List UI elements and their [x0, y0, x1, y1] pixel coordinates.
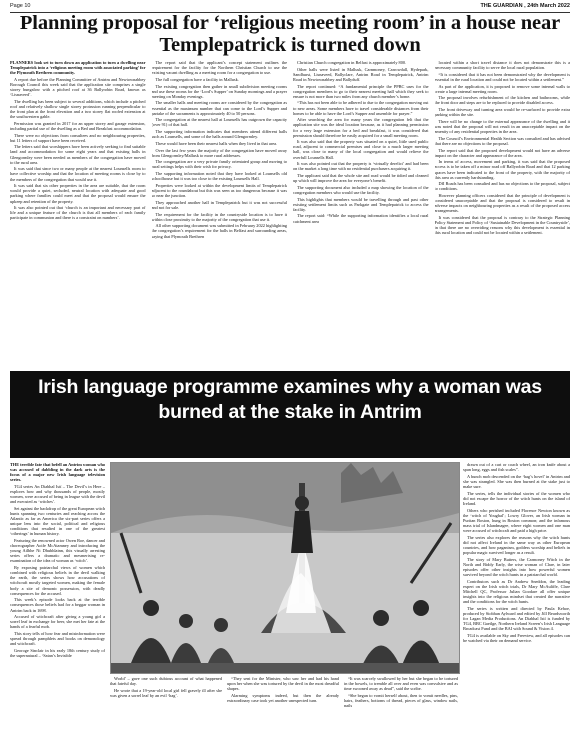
paragraph: The report said: “While the supporting information identifies a local rural catchment area	[293, 213, 429, 224]
feature-column-2	[110, 676, 222, 734]
paragraph: They approached another hall in Templepatrick but it was not successful and not for sale.	[151, 199, 287, 210]
paragraph: The report continued: “A fundamental principle the PPBC uses for the congregation members to go to their nearest meeting hall which they seek to ensure is not more than two miles from any church member’s home.	[293, 83, 429, 99]
paragraph: Georoge Sinclair in his early 18th century study of the supernatural – ‘Satan’s Invisible	[10, 647, 105, 659]
paragraph: The report said that the proposed development would not have an adverse impact on the character and appearance of the area.	[434, 147, 570, 158]
paragraph: The series is written and directed by Paula Kehoe, produced by Siobhan Aylward and edited by Jill Beardsworth for Lagan Media Productions. An Diabhal Istí is funded by TG4, BBC Gaeilge, Northern Ireland Screen’s Irish Language Broadcast Fund and the BAI with Sound & Vision 4.	[463, 605, 570, 631]
top-story-body	[10, 60, 570, 365]
paragraph: “She began to vomit herself about, then to vomit needles, pins, hairs, feathers, bottoms of thread, pieces of glass, window nails, nails	[344, 692, 458, 709]
paragraph: World’ – gave one such dubious account of what happened that fateful day.	[110, 676, 222, 687]
feature-body	[10, 462, 570, 734]
paragraph: located within a short travel distance it does not demonstrate this is a necessary community facility to serve the local rural population.	[434, 60, 570, 71]
paragraph: Set against the backdrop of the great European witch hunts spanning two centuries and reaching across the Atlantic as far as America the six-part series offers a unique lens into the social, political and religious conditions that resulted in one of the greatest ‘otherings’ in human history.	[10, 505, 105, 537]
paragraph: drawn out of a cart or coach wheel, an iron knife about a span long, eggs and fish scales”.	[463, 462, 570, 473]
feature-illustration	[110, 462, 460, 674]
paragraph: Others who perished included Florence Newton known as the ‘witch of Youghal’; Lowry Glover, an Irish woman in Puritan Boston, hung in Boston common; and the infamous mass trial of Islandmagee, where eight women and one man were accused of witchcraft and paid a high price.	[463, 507, 570, 533]
feature-column-5	[463, 462, 570, 734]
paragraph: Alarming symptoms indeed, but then the already extraordinary case took yet another unexpected turn.	[227, 692, 339, 703]
witch-burning-engraving	[111, 463, 459, 673]
paragraph: Christian Church congregation in Belfast is approximately 800.	[297, 60, 407, 65]
feature-column-4	[344, 676, 458, 734]
paragraph: It was considered that the proposal is contrary to the Strategic Planning Policy Statement and Policy of ‘Sustainable Development in the Countryside’, in that there are no overriding reasons why this development is essential in this rural location and could not be located within a settlement.	[434, 215, 570, 236]
paragraph: The smaller halls and meeting rooms are considered by the congregation as essential as the maximum number that can come to the Lord’s Supper and partake of the sacraments is approximately 40 to 50 persons.	[151, 100, 287, 116]
paragraph: Properties were looked at within the development limits of Templepatrick adjacent to the roundabout but this was seen as too dangerous because it was so near the junction.	[151, 182, 287, 199]
paragraph: The letters said that worshippers have been actively seeking to find suitable land and accommodation for some eight years and that existing halls in Glengormley were been needed as members of the congregation have moved to the rural area.	[10, 144, 146, 165]
paragraph: Other halls were listed in Mallusk, Carnmoney, Carrowdall, Hydepark, Sandhurst, Lisnaveed, Ballyclare, Antrim Road in Templepatrick, Antrim Road in Newtownabbey and Ballyduff.	[293, 66, 429, 82]
paragraph: The congregation at the nearest hall at Lounsells has outgrown the capacity (over 91) of that hall.	[151, 117, 287, 128]
feature-lead: THE terrible fate that befell an Antrim woman who was accused of dabbling in the dark arts is the focus of a major new Irish language television series.	[10, 462, 105, 483]
top-story-column-2	[152, 60, 288, 365]
paragraph: It was said that six other properties in the area are suitable, that the room would provide a quiet, secluded, neutral location with adequate and good parking where families could meet and that the proposal would ensure the upkeep and retention of the property.	[10, 183, 146, 204]
paragraph: However planning officers considered that the principle of development is considered unacceptable and that the proposal is considered to result in adverse impacts on neighbouring properties as a result of the proposed access arrangements.	[434, 193, 570, 214]
paragraph: The supporting information indicates that members attend different halls such as Lounsells, and some of the halls around Glengormley.	[151, 129, 287, 140]
paragraph: The proposal involves refurbishment of the kitchen and bathrooms, while the front door and steps are to be replaced to provide disabled access.	[434, 95, 570, 106]
paragraph: As part of the application, it is proposed to remove some internal walls to create a large internal meeting room.	[434, 83, 570, 94]
paragraph: The Council’s Environmental Health Section was consulted and has advised that there are no objections to the proposal.	[434, 135, 570, 146]
paragraph: After searching the area for many years the congregation felt that the application site was the ideal location because, as it had planning permission for a very large extension for a bed and breakfast, it was considered that permission should therefore be easily acquired for a small meeting room.	[293, 117, 429, 138]
paragraph: All other supporting document was submitted in February 2022 highlighting the congregation’s requirement for the halls in Belfast and surrounding areas, saying that Plymouth Brethren	[151, 223, 287, 239]
paragraph: The requirement for the facility in the countryside location is to have it within close proximity to the majority of the congregation that use it.	[151, 211, 287, 222]
paragraph: TG4 series An Diabhal Istí – The Devil’s in Here – explores how and why thousands of people, mostly women, were accused of being in league with the devil and executed as ‘witches’.	[10, 483, 105, 505]
top-story-column-1	[10, 60, 146, 365]
paragraph: Accused of witchcraft after giving a young girl a sorrel leaf in exchange for beer, she met her fate at the hands of a fearful mob.	[10, 614, 105, 630]
paragraph: Over the last few years the majority of the congregation have moved away from Glengormley/Mallusk to more rural addresses.	[151, 147, 287, 158]
paragraph: “It was scarcely swallowed by her but she began to be tortured in the bowels, to tremble all over and even was convulsive and as time swooned away as dead”, said the scribe.	[344, 676, 458, 692]
paragraph: By exposing patriarchal views of women which combined with religious beliefs in the devil walking the earth, the series shows how accusations of witchcraft mostly targeted women, making the female body a site of demonic possession, with deadly consequences for the accused.	[10, 565, 105, 596]
paragraph: The applicant said that the whole site and road would be tidied and cleaned up which will improve the area for everyone’s benefit.	[293, 173, 429, 184]
paragraph: A report due before the Planning Committee of Antrim and Newtownabbey Borough Council this week said that the application site comprises a single storey bungalow with a pitched roof at 36 Ballyrobin Road, known as ‘Lisnaveed’.	[10, 76, 146, 98]
paragraph: The series, tells the individual stories of the women who did not escape the horror of the witch hunts on the island of Ireland.	[463, 490, 570, 506]
paragraph: The story of Mary Butters, the Carmoney Witch in the North and Biddy Early, the wise woman of Clare, in later episodes offer other insights into how powerful women survived beyond the witch hunts in a patriarchal world.	[463, 556, 570, 577]
paragraph: In terms of access, movement and parking, it was said that the proposed access is to be taken off a minor road off Ballyrobin Road and that 12 parking spaces have been indicated to the front of the property, with the majority of this area as currently hardstanding.	[434, 159, 570, 180]
paragraph: The dwelling has been subject to several additions, which include a pitched roof and relatively shallow single storey protrusion running perpendicular to the front plan at the front elevation and a two storey flat roofed extension at the southwestern gable.	[10, 98, 146, 120]
paragraph: It was also pointed out that the property is ‘virtually derelict’ and had been on the market a long time with no residential purchasers acquiring it.	[293, 161, 429, 172]
paper-dateline: THE GUARDIAN , 24th March 2022	[480, 3, 570, 9]
top-story-lead: PLANNERS look set to turn down an application to turn a dwelling near Templepatrick into a ‘religious meeting room with associated parking’ for the Plymouth Brethren community.	[10, 60, 146, 76]
paragraph: This highlights that members would be travelling through and past other existing settlement limits such as Parkgate and Templepatrick to access the facility.	[293, 196, 429, 212]
paragraph: TG4 is available on Sky and Freeview, and all episodes can be watched via their on demand service.	[463, 632, 570, 643]
paragraph: “They sent for the Minister, who saw her and had his hand upon her when she was tortured by the devil in the most dreadful shapes.	[227, 676, 339, 692]
paragraph: The front driveway and turning area would be re-surfaced to provide extra parking within the site.	[434, 107, 570, 118]
paragraph: Featuring the renowned actor Owen Roe, dancer and choreographer Aoife McAtamney and introducing the young Ailbhe Ni Dhubhlainn, this visually arresting series offers a dramatic and mesmerising re-examination of the idea of woman as ‘witch’.	[10, 538, 105, 564]
paragraph: This week’s episode looks back at the terrible consequences those beliefs had for a beggar woman in Antrim back in 1698.	[10, 597, 105, 613]
feature-headline: Irish language programme examines why a woman was burned at the stake in Antrim	[38, 376, 542, 423]
paragraph: Contributors such as Dr Andrew Sneddon, the leading expert on the Irish witch trials, Dr Mary McAuliffe, Clare Mitchell QC, Professor Julian Goodare all offer unique insights into the religious mindset that created the narrative and the conditions for the witch hunts.	[463, 578, 570, 604]
paragraph: The supporting document also included a map showing the location of the congregation members who would use the facility.	[293, 184, 429, 195]
paragraph: The congregation are a very private family orientated group and moving to rural settings helps with their wish for privacy.	[151, 159, 287, 170]
paragraph: Permission was granted in 2017 for an upper storey and garage extension, including partial use of the dwelling as a Bed and Breakfast accommodation.	[10, 120, 146, 131]
paragraph: The full congregation have a facility in Mallusk.	[155, 76, 239, 82]
paragraph: A bunch mob descended on the ‘hag’s hovel’ in Antrim and she was strangled. She was then burned at the stake just to make sure.	[463, 473, 570, 489]
paragraph: “This has not been able to be adhered to due to the congregation moving out to new areas. Some members have to travel considerable distances from their homes to be able to have the Lord’s Supper and assemble for prayer.”	[293, 100, 429, 116]
paragraph: The report said that the applicant’s concept statement outlines the requirement for the facility for the Northern Christian Church to use the existing vacant dwelling as a meeting room for a congregation to use.	[151, 60, 287, 76]
paragraph: “It is considered that it has not been demonstrated why the development is essential in the rural location and could not be located within a settlement.”	[434, 71, 570, 82]
top-story-column-3	[293, 60, 429, 365]
paragraph: These would have been their nearest halls when they lived in that area.	[155, 140, 278, 146]
paragraph: He wrote that a 19-year-old local girl fell gravely ill after she was given a sorrel leaf by an evil ‘hag’.	[110, 687, 222, 698]
paragraph: The series also explores the reasons why the witch hunts did not affect Ireland in the same way as other European countries, and how paganism, goddess worship and beliefs in popular magic survived longer as a result.	[463, 534, 570, 555]
paragraph: There will be no change to the external appearance of the dwelling and it was noted that the proposal will not result in an unacceptable impact on the amenity of any residential properties in the area.	[434, 118, 570, 135]
feature-column-1	[10, 462, 105, 734]
paragraph: It was also said that the property was situated on a quiet, little used public road, adjacent to commercial premises and close to a much larger meeting hall, was close to many of the local congregation and would relieve the overfull Lounsells Hall.	[293, 139, 429, 160]
paragraph: The existing congregation then gather in small subdivision meeting rooms and use these rooms for the ‘Lord’s Supper’ on Sunday mornings and a prayer meeting on Monday evenings.	[151, 83, 287, 99]
paragraph: It was also pointed out that ‘church is an important and necessary part of life and a unique feature of the church is that all members of each family participate in communion and there is a constraint on numbers’.	[10, 205, 146, 221]
feature-column-3	[227, 676, 339, 734]
page-number: Page 10	[10, 3, 31, 9]
paragraph: This story tells of how fear and misinformation were spread through pamphlets and books on demonology and witchcraft.	[10, 631, 105, 647]
top-story-headline: Planning proposal for ‘religious meeting room’ in a house near Templepatrick is turned down	[19, 12, 561, 56]
paragraph: It was said that since two or many people at the nearest Lounsells room to have collective worship and that the location of meeting rooms is close by to the members of the congregation that would use it.	[10, 166, 146, 182]
feature-banner	[10, 371, 570, 458]
top-story-column-4	[435, 60, 571, 365]
paragraph: DfI Roads has been consulted and has no objections to the proposal, subject to conditions.	[434, 181, 570, 192]
paragraph: There were no objections from consultees and no neighbouring properties, but 11 letters of support have been received.	[10, 132, 146, 143]
paragraph: The supporting information noted that they have looked at Lounsells old schoolhouse but it was too close to the existing Lounsells Hall.	[151, 171, 287, 182]
